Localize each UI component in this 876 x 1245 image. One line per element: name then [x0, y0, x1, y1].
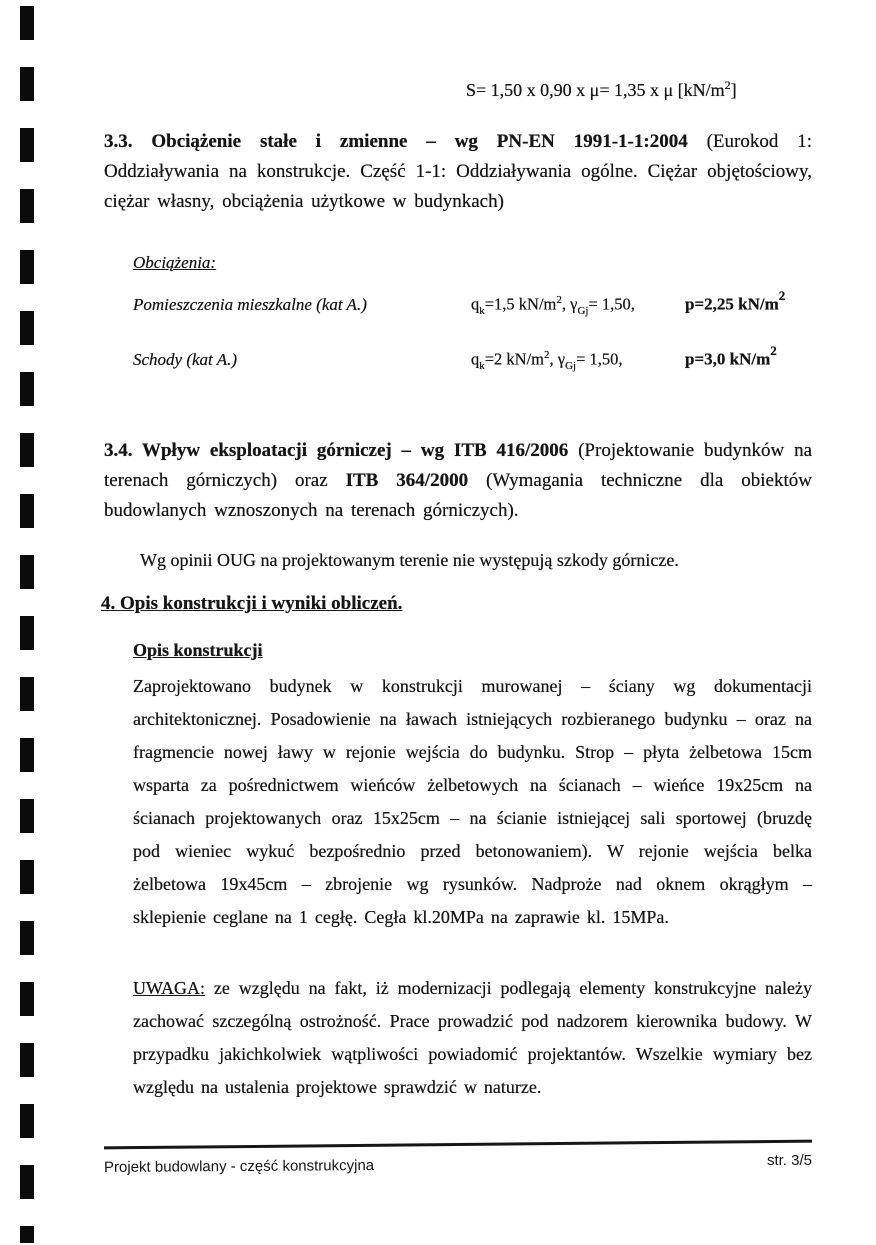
section-3-3-heading-rest: (Eurokod 1: Oddziaływania na konstrukcje. Część 1-1: Oddziaływania ogólne. Ciężar objętościowy, ciężar własny, obciążenia użytkowe w budynkach)	[104, 131, 812, 212]
load-label: Schody (kat A.)	[133, 349, 238, 369]
section-3-4-heading-rest: (Wymagania techniczne dla obiektów budowlanych wznoszonych na terenach górniczych).	[104, 469, 812, 521]
q-value: =1,5 kN/m	[484, 294, 557, 314]
warning-text: ze względu na fakt, iż modernizacji podlegają elementy konstrukcyjne należy zachować szczególną ostrożność. Prace prowadzić pod nadzorem kierownika budowy. W przypadku jakichkolwiek wątpliwości powiadomić projektantów. Wszelkie wymiary bez względu na ustalenia projektowe sprawdzić w naturze.	[133, 977, 812, 1097]
q-value: =2 kN/m	[484, 349, 545, 369]
mining-opinion-line: Wg opinii OUG na projektowanym terenie nie występują szkody górnicze.	[140, 549, 679, 570]
construction-description-heading: Opis konstrukcji	[133, 639, 263, 660]
gamma-subscript: Gj	[565, 359, 577, 372]
gamma-subscript: Gj	[577, 304, 589, 317]
loads-title: Obciążenia:	[133, 253, 217, 272]
load-row-dwellings	[133, 288, 812, 317]
p-value: p=2,25 kN/m	[685, 294, 779, 314]
gamma-value: = 1,50,	[576, 349, 623, 369]
load-row-stairs	[133, 342, 812, 372]
section-4-title: 4. Opis konstrukcji i wyniki obliczeń.	[101, 592, 403, 614]
formula-superscript: 2	[724, 78, 731, 92]
q-symbol: q	[471, 349, 480, 369]
gamma-value: = 1,50,	[588, 294, 635, 314]
q-symbol: q	[471, 294, 480, 314]
loads-block	[133, 253, 812, 372]
section-3-3-heading-bold: 3.3. Obciążenie stałe i zmienne – wg PN-EN 1991-1-1:2004	[104, 131, 707, 152]
footer-divider	[104, 1140, 812, 1150]
footer-page-number: str. 3/5	[766, 1152, 812, 1169]
section-3-4-heading	[104, 436, 812, 526]
load-characteristic-value	[471, 294, 685, 317]
load-label: Pomieszczenia mieszkalne (kat A.)	[133, 294, 367, 314]
q-subscript: k	[479, 304, 485, 317]
q-unit-superscript: 2	[556, 294, 562, 307]
snow-load-formula	[104, 78, 812, 101]
q-unit-superscript: 2	[544, 349, 550, 362]
section-3-4-itb-reference-bold: ITB 364/2000	[345, 469, 469, 491]
load-design-value	[685, 288, 786, 315]
warning-paragraph	[133, 972, 812, 1104]
formula-text: S= 1,50 x 0,90 x μ= 1,35 x μ [kN/m	[466, 80, 725, 100]
p-value: p=3,0 kN/m	[685, 349, 771, 369]
construction-description-paragraph: Zaprojektowano budynek w konstrukcji murowanej – ściany wg dokumentacji architektonicznej. Posadowienie na ławach istniejących rozbieranego budynku – oraz na fragmencie nowej ławy w rejonie wejścia do budynku. Strop – płyta żelbetowa 15cm wsparta za pośrednictwem wieńców żelbetowych na ścianach – wieńce 19x25cm na ścianach projektowanych oraz 15x25cm – na ścianie istniejącej sali sportowej (bruzdę pod wieniec wykuć bezpośrednio przed betonowaniem). W rejonie wejścia belka żelbetowa 19x45cm – zbrojenie wg rysunków. Nadproże nad oknem okrągłym – sklepienie ceglane na 1 cegłę. Cegła kl.20MPa na zaprawie kl. 15MPa.	[133, 675, 812, 927]
page-content	[101, 0, 812, 1104]
p-unit-superscript: 2	[770, 342, 777, 358]
p-unit-superscript: 2	[778, 288, 786, 303]
gamma-symbol: , γ	[561, 294, 578, 314]
formula-close-bracket: ]	[730, 80, 737, 100]
section-3-4-heading-mid: (Projektowanie budynków na terenach górniczych) oraz	[104, 439, 812, 491]
load-characteristic-value	[471, 349, 685, 372]
footer-document-title: Projekt budowlany - część konstrukcyjna	[103, 1157, 375, 1176]
warning-label: UWAGA:	[133, 977, 205, 998]
spiral-binding-marks	[20, 6, 34, 1243]
load-design-value	[685, 342, 777, 370]
section-3-4-heading-bold: 3.4. Wpływ eksploatacji górniczej – wg ITB 416/2006	[104, 439, 579, 461]
gamma-symbol: , γ	[549, 349, 566, 369]
q-subscript: k	[479, 359, 485, 372]
section-3-3-heading	[104, 127, 812, 217]
